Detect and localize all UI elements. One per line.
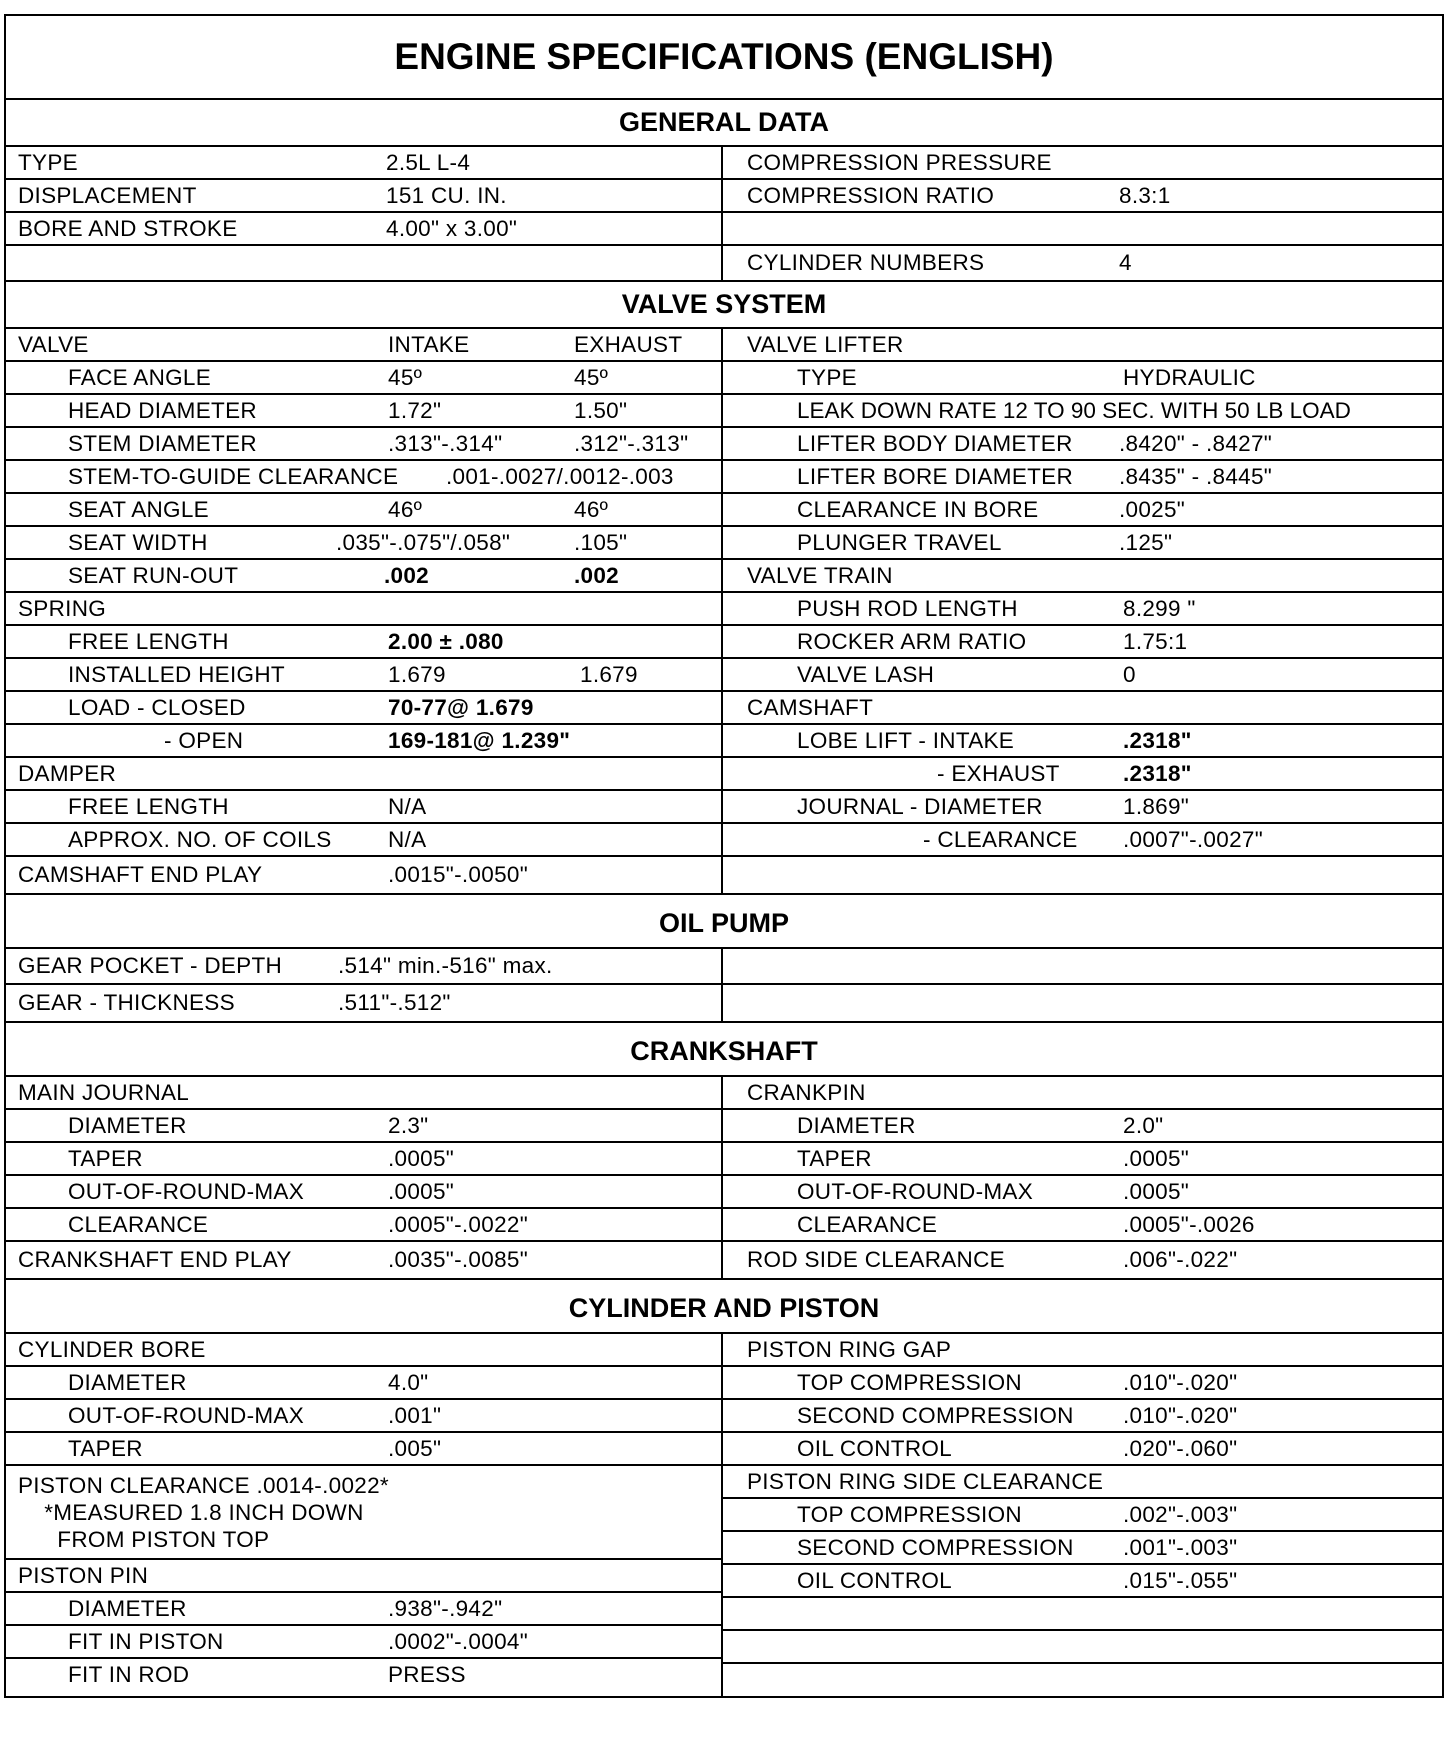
spec-value: .002"-.003"	[1123, 1501, 1238, 1527]
spec-row	[6, 692, 721, 725]
spec-label: VALVE TRAIN	[747, 562, 893, 588]
spec-label: SPRING	[18, 595, 107, 621]
spec-label: TOP COMPRESSION	[797, 1369, 1022, 1395]
spec-row-note	[6, 1466, 721, 1560]
spec-value: 2.0"	[1123, 1112, 1164, 1138]
spec-label: HEAD DIAMETER	[68, 397, 257, 423]
spec-row-empty	[723, 1598, 1442, 1631]
spec-label: LIFTER BODY DIAMETER	[797, 430, 1073, 456]
spec-row	[723, 395, 1442, 428]
spec-label: - CLEARANCE	[923, 826, 1078, 852]
spec-label: APPROX. NO. OF COILS	[68, 826, 332, 852]
spec-label: OUT-OF-ROUND-MAX	[68, 1178, 305, 1204]
spec-row	[723, 758, 1442, 791]
spec-row	[723, 362, 1442, 395]
spec-label: PUSH ROD LENGTH	[797, 595, 1018, 621]
spec-row	[723, 1143, 1442, 1176]
spec-label: CAMSHAFT	[747, 694, 874, 720]
spec-label: TOP COMPRESSION	[797, 1501, 1022, 1527]
spec-label: INSTALLED HEIGHT	[68, 661, 285, 687]
oil-pump-section	[6, 949, 1442, 1023]
spec-row	[6, 1334, 721, 1367]
spec-value: 1.50"	[574, 397, 628, 423]
spec-value: .125"	[1119, 529, 1173, 555]
spec-label: - EXHAUST	[937, 760, 1060, 786]
spec-label: DIAMETER	[797, 1112, 916, 1138]
general-data-section	[6, 147, 1442, 282]
valve-system-section	[6, 329, 1442, 895]
spec-row	[723, 527, 1442, 560]
spec-label: PISTON RING SIDE CLEARANCE	[747, 1468, 1104, 1494]
spec-row	[6, 428, 721, 461]
spec-label: SECOND COMPRESSION	[797, 1534, 1074, 1560]
spec-row	[6, 1143, 721, 1176]
spec-row	[6, 461, 721, 494]
spec-row	[723, 1499, 1442, 1532]
spec-row	[723, 1209, 1442, 1242]
spec-row	[723, 428, 1442, 461]
spec-value: .010"-.020"	[1123, 1402, 1238, 1428]
spec-value: .514" min.-516" max.	[338, 953, 553, 978]
spec-value: 8.3:1	[1119, 182, 1171, 208]
column-heading: EXHAUST	[574, 331, 683, 357]
spec-row	[723, 1466, 1442, 1499]
spec-label: SEAT WIDTH	[68, 529, 208, 555]
spec-row	[723, 1565, 1442, 1598]
spec-row	[6, 626, 721, 659]
crankshaft-section	[6, 1077, 1442, 1280]
spec-label: OUT-OF-ROUND-MAX	[797, 1178, 1034, 1204]
spec-row	[723, 824, 1442, 857]
spec-value: 1.72"	[388, 397, 442, 423]
spec-value: 1.679	[388, 661, 446, 687]
spec-row	[6, 1077, 721, 1110]
spec-value: .313"-.314"	[388, 430, 503, 456]
spec-row	[6, 824, 721, 857]
spec-sheet	[4, 14, 1444, 1698]
valve-left-column	[6, 329, 723, 893]
spec-row	[723, 659, 1442, 692]
column-heading: INTAKE	[388, 331, 470, 357]
spec-row	[6, 857, 721, 893]
spec-row	[723, 593, 1442, 626]
spec-row	[723, 1242, 1442, 1278]
spec-row	[6, 725, 721, 758]
spec-label: OIL CONTROL	[797, 1567, 952, 1593]
spec-value: 46º	[574, 496, 609, 522]
spec-value: .0005"	[388, 1178, 455, 1204]
spec-value: .0035"-.0085"	[388, 1247, 528, 1272]
spec-label: FREE LENGTH	[68, 628, 229, 654]
general-right-column	[723, 147, 1442, 280]
spec-value: .2318"	[1123, 760, 1192, 786]
spec-value: HYDRAULIC	[1123, 364, 1256, 390]
spec-value: 1.869"	[1123, 793, 1190, 819]
spec-label: - OPEN	[164, 727, 244, 753]
spec-value: N/A	[388, 793, 427, 819]
spec-row	[6, 180, 721, 213]
spec-label: GEAR POCKET - DEPTH	[18, 953, 283, 978]
spec-value: 2.3"	[388, 1112, 429, 1138]
spec-label: CLEARANCE IN BORE	[797, 496, 1039, 522]
spec-row	[6, 1242, 721, 1278]
spec-row	[6, 1110, 721, 1143]
spec-row	[6, 494, 721, 527]
spec-row-empty	[723, 949, 1442, 985]
spec-value: .0007"-.0027"	[1123, 826, 1263, 852]
cylinder-right-column	[723, 1334, 1442, 1696]
spec-label: JOURNAL - DIAMETER	[797, 793, 1043, 819]
spec-label: DIAMETER	[68, 1112, 187, 1138]
spec-label: ROCKER ARM RATIO	[797, 628, 1027, 654]
spec-label: MAIN JOURNAL	[18, 1079, 190, 1105]
spec-value: .002	[574, 562, 619, 588]
spec-value: .938"-.942"	[388, 1595, 503, 1621]
spec-label: VALVE LASH	[797, 661, 935, 687]
spec-row	[6, 593, 721, 626]
spec-row	[723, 1176, 1442, 1209]
spec-label: DIAMETER	[68, 1369, 187, 1395]
spec-label: TAPER	[797, 1145, 872, 1171]
spec-row	[6, 985, 721, 1021]
spec-row	[6, 1400, 721, 1433]
spec-row	[723, 329, 1442, 362]
spec-row	[6, 1176, 721, 1209]
oil-pump-right-column	[723, 949, 1442, 1021]
spec-label: FIT IN PISTON	[68, 1628, 224, 1654]
spec-label: DIAMETER	[68, 1595, 187, 1621]
spec-value: .0005"	[1123, 1145, 1190, 1171]
spec-value: .2318"	[1123, 727, 1192, 753]
spec-row-empty	[723, 857, 1442, 893]
spec-label: BORE AND STROKE	[18, 215, 238, 241]
spec-label: DAMPER	[18, 760, 117, 786]
spec-value: .001"	[388, 1402, 442, 1428]
spec-label: CRANKSHAFT END PLAY	[18, 1247, 292, 1272]
crankshaft-left-column	[6, 1077, 723, 1278]
spec-label: FIT IN ROD	[68, 1662, 190, 1687]
spec-row	[723, 1110, 1442, 1143]
spec-value: .0005"-.0026	[1123, 1211, 1255, 1237]
spec-value: .0025"	[1119, 496, 1186, 522]
spec-value: 4	[1119, 250, 1132, 275]
spec-label: CAMSHAFT END PLAY	[18, 862, 263, 887]
spec-value: 1.75:1	[1123, 628, 1188, 654]
spec-value: 45º	[388, 364, 423, 390]
valve-right-column	[723, 329, 1442, 893]
spec-row	[723, 791, 1442, 824]
spec-label: LOAD - CLOSED	[68, 694, 246, 720]
spec-value: .001-.0027/.0012-.003	[446, 463, 674, 489]
spec-row	[723, 1433, 1442, 1466]
oil-pump-header: OIL PUMP	[6, 895, 1442, 949]
crankshaft-right-column	[723, 1077, 1442, 1278]
spec-value: 45º	[574, 364, 609, 390]
spec-value: .015"-.055"	[1123, 1567, 1238, 1593]
crankshaft-header: CRANKSHAFT	[6, 1023, 1442, 1077]
spec-value: .312"-.313"	[574, 430, 689, 456]
spec-row	[723, 180, 1442, 213]
spec-value: .002	[384, 562, 429, 588]
spec-value: .511"-.512"	[338, 990, 451, 1015]
spec-text: LEAK DOWN RATE 12 TO 90 SEC. WITH 50 LB LOAD	[797, 397, 1351, 423]
spec-value: .8420" - .8427"	[1119, 430, 1273, 456]
spec-row	[6, 1560, 721, 1593]
spec-label: FACE ANGLE	[68, 364, 212, 390]
page-title: ENGINE SPECIFICATIONS (ENGLISH)	[6, 16, 1442, 100]
spec-row-empty	[6, 246, 721, 280]
spec-value: 46º	[388, 496, 423, 522]
spec-value: .0005"-.0022"	[388, 1211, 528, 1237]
spec-value: .0015"-.0050"	[388, 862, 528, 887]
spec-label: DISPLACEMENT	[18, 182, 197, 208]
spec-row-empty	[723, 213, 1442, 246]
spec-value: .0002"-.0004"	[388, 1628, 528, 1654]
spec-row	[723, 1334, 1442, 1367]
spec-label: SEAT ANGLE	[68, 496, 209, 522]
spec-label: STEM DIAMETER	[68, 430, 257, 456]
valve-system-header: VALVE SYSTEM	[6, 282, 1442, 329]
spec-label: CLEARANCE	[797, 1211, 938, 1237]
spec-row	[6, 758, 721, 791]
spec-row	[723, 626, 1442, 659]
piston-clearance-note: PISTON CLEARANCE .0014-.0022* *MEASURED 1.8 INCH DOWN FROM PISTON TOP	[18, 1473, 389, 1552]
spec-label: PLUNGER TRAVEL	[797, 529, 1002, 555]
spec-label: TAPER	[68, 1435, 143, 1461]
spec-label: COMPRESSION PRESSURE	[747, 149, 1052, 175]
spec-label: PISTON PIN	[18, 1562, 149, 1588]
cylinder-piston-section	[6, 1334, 1442, 1696]
spec-value: 4.0"	[388, 1369, 429, 1395]
spec-label: CRANKPIN	[747, 1079, 866, 1105]
spec-value: .105"	[574, 529, 628, 555]
spec-row	[6, 1433, 721, 1466]
spec-label: OIL CONTROL	[797, 1435, 952, 1461]
spec-value: .005"	[388, 1435, 442, 1461]
spec-row-empty	[723, 1631, 1442, 1664]
spec-row	[6, 1209, 721, 1242]
spec-row	[6, 213, 721, 246]
spec-row	[723, 560, 1442, 593]
spec-label: SEAT RUN-OUT	[68, 562, 239, 588]
cylinder-left-column	[6, 1334, 723, 1696]
spec-label: CYLINDER NUMBERS	[747, 250, 985, 275]
spec-value: 169-181@ 1.239"	[388, 727, 571, 753]
spec-label: LIFTER BORE DIAMETER	[797, 463, 1074, 489]
spec-row	[723, 1400, 1442, 1433]
spec-label: SECOND COMPRESSION	[797, 1402, 1074, 1428]
spec-row-empty	[723, 985, 1442, 1021]
spec-row-empty	[723, 1664, 1442, 1696]
spec-label: GEAR - THICKNESS	[18, 990, 235, 1015]
spec-value: .020"-.060"	[1123, 1435, 1238, 1461]
spec-row	[6, 560, 721, 593]
spec-value: PRESS	[388, 1662, 466, 1687]
spec-label: LOBE LIFT - INTAKE	[797, 727, 1015, 753]
spec-value: 1.679	[580, 661, 638, 687]
spec-label: TYPE	[797, 364, 857, 390]
spec-label: VALVE LIFTER	[747, 331, 904, 357]
spec-value: 8.299 "	[1123, 595, 1196, 621]
spec-value: 0	[1123, 661, 1136, 687]
spec-value: 2.5L L-4	[386, 149, 471, 175]
spec-row	[6, 1593, 721, 1626]
spec-label: STEM-TO-GUIDE CLEARANCE	[68, 463, 399, 489]
spec-label: ROD SIDE CLEARANCE	[747, 1247, 1005, 1272]
spec-row	[6, 147, 721, 180]
spec-row	[6, 1659, 721, 1691]
spec-value: .0005"	[1123, 1178, 1190, 1204]
spec-value: N/A	[388, 826, 427, 852]
spec-value: .006"-.022"	[1123, 1247, 1238, 1272]
spec-row	[6, 949, 721, 985]
oil-pump-left-column	[6, 949, 723, 1021]
spec-row	[723, 494, 1442, 527]
spec-value: 151 CU. IN.	[386, 182, 507, 208]
cylinder-piston-header: CYLINDER AND PISTON	[6, 1280, 1442, 1334]
spec-value: .035"-.075"/.058"	[336, 529, 511, 555]
spec-label: VALVE	[18, 331, 89, 357]
spec-row	[6, 659, 721, 692]
spec-row	[6, 395, 721, 428]
spec-value: 70-77@ 1.679	[388, 694, 534, 720]
spec-row	[6, 362, 721, 395]
spec-label: CLEARANCE	[68, 1211, 209, 1237]
spec-row	[723, 725, 1442, 758]
spec-label: TYPE	[18, 149, 78, 175]
spec-value: .001"-.003"	[1123, 1534, 1238, 1560]
spec-label: COMPRESSION RATIO	[747, 182, 995, 208]
spec-value: .0005"	[388, 1145, 455, 1171]
spec-value: 4.00" x 3.00"	[386, 215, 518, 241]
spec-label: OUT-OF-ROUND-MAX	[68, 1402, 305, 1428]
spec-label: PISTON RING GAP	[747, 1336, 952, 1362]
spec-label: TAPER	[68, 1145, 143, 1171]
spec-value: 2.00 ± .080	[388, 628, 504, 654]
spec-row	[723, 147, 1442, 180]
spec-value: .010"-.020"	[1123, 1369, 1238, 1395]
spec-row	[6, 791, 721, 824]
spec-row	[723, 246, 1442, 280]
spec-row	[6, 1367, 721, 1400]
spec-label: CYLINDER BORE	[18, 1336, 206, 1362]
spec-row	[6, 527, 721, 560]
spec-row	[723, 1367, 1442, 1400]
spec-value: .8435" - .8445"	[1119, 463, 1273, 489]
spec-row	[723, 692, 1442, 725]
spec-row	[723, 461, 1442, 494]
spec-row	[6, 329, 721, 362]
spec-label: FREE LENGTH	[68, 793, 229, 819]
general-left-column	[6, 147, 723, 280]
spec-row	[6, 1626, 721, 1659]
general-data-header: GENERAL DATA	[6, 100, 1442, 147]
spec-row	[723, 1077, 1442, 1110]
spec-row	[723, 1532, 1442, 1565]
